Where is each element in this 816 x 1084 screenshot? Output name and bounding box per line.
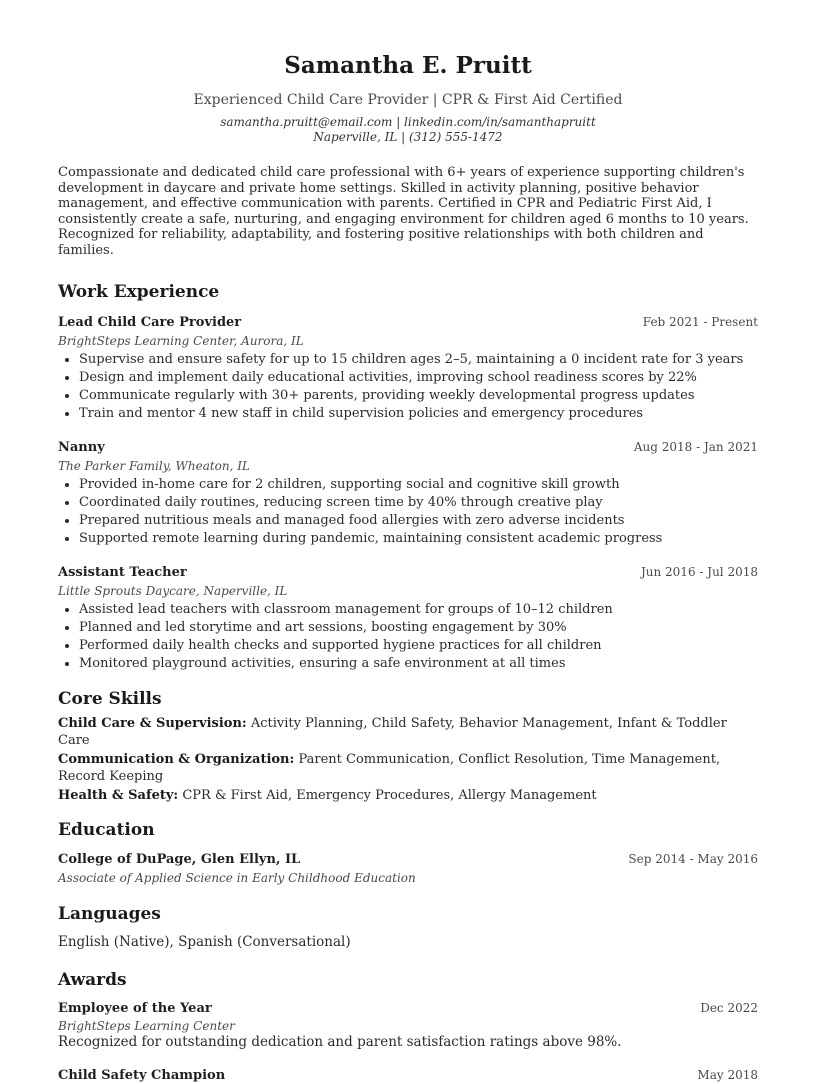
skill-line: [58, 787, 758, 804]
award-name: Employee of the Year: [58, 1001, 212, 1016]
languages-list: English (Native), Spanish (Conversational): [58, 934, 351, 950]
bullet-item: • Monitored playground activities, ensuring a safe environment at all times: [79, 655, 758, 673]
bullet-item: • Provided in-home care for 2 children, supporting social and cognitive skill growth: [79, 476, 758, 494]
bullet-item: • Supported remote learning during pandemic, maintaining consistent academic progress: [79, 530, 758, 548]
job-entry: [58, 439, 758, 548]
resume-header: [58, 0, 758, 145]
languages-section: [58, 903, 758, 951]
job-dates: Jun 2016 - Jul 2018: [640, 565, 758, 579]
bullet-item: • Communicate regularly with 30+ parents, providing weekly developmental progress updates: [79, 387, 758, 405]
skill-category: Communication & Organization:: [58, 752, 295, 767]
section-title-languages: Languages: [58, 904, 161, 924]
award-organization: BrightSteps Learning Center: [58, 1019, 235, 1033]
job-entry: [58, 564, 758, 673]
bullet-item: • Coordinated daily routines, reducing screen time by 40% through creative play: [79, 494, 758, 512]
section-title-skills: Core Skills: [58, 689, 162, 709]
award-date: May 2018: [697, 1068, 758, 1082]
education-section: [58, 819, 758, 886]
job-organization: The Parker Family, Wheaton, IL: [58, 459, 250, 473]
candidate-name: Samantha E. Pruitt: [284, 52, 532, 79]
education-dates: Sep 2014 - May 2016: [628, 852, 758, 866]
job-bullets: [58, 476, 758, 548]
skill-values: CPR & First Aid, Emergency Procedures, Allergy Management: [182, 788, 597, 803]
section-title-work: Work Experience: [58, 282, 220, 302]
professional-summary: Compassionate and dedicated child care professional with 6+ years of experience supporting children's development in daycare and private home settings. Skilled in activity planning, positive behavior management, and effective communication with parents. Certified in CPR and Pediatric First Aid, I consistently create a safe, nurturing, and engaging environment for children aged 6 months to 10 years. Recognized for reliability, adaptability, and fostering positive relationships with both children and families.: [58, 165, 749, 258]
core-skills-section: [58, 688, 758, 804]
bullet-item: • Assisted lead teachers with classroom management for groups of 10–12 children: [79, 601, 758, 619]
job-bullets: [58, 351, 758, 423]
bullet-item: • Planned and led storytime and art sessions, boosting engagement by 30%: [79, 619, 758, 637]
job-title: Assistant Teacher: [58, 565, 187, 580]
skill-values: Activity Planning, Child Safety, Behavior Management, Infant & Toddler Care: [58, 716, 727, 748]
award-name: Child Safety Champion: [58, 1068, 226, 1083]
award-date: Dec 2022: [700, 1001, 758, 1015]
job-title: Nanny: [58, 440, 105, 455]
bullet-item: • Supervise and ensure safety for up to 15 children ages 2–5, maintaining a 0 incident rate for 3 years: [79, 351, 758, 369]
award-entry: [58, 1000, 758, 1051]
candidate-tagline: Experienced Child Care Provider | CPR & First Aid Certified: [193, 92, 623, 108]
bullet-item: • Performed daily health checks and supported hygiene practices for all children: [79, 637, 758, 655]
award-entry: [58, 1067, 758, 1084]
skill-category: Health & Safety:: [58, 788, 179, 803]
job-entry: [58, 314, 758, 423]
school-name: College of DuPage, Glen Ellyn, IL: [58, 852, 301, 867]
contact-line-location-phone: Naperville, IL | (312) 555-1472: [313, 130, 503, 144]
job-organization: Little Sprouts Daycare, Naperville, IL: [58, 584, 288, 598]
job-dates: Aug 2018 - Jan 2021: [633, 440, 758, 454]
section-title-awards: Awards: [58, 970, 127, 990]
contact-line-email-linkedin: samantha.pruitt@email.com | linkedin.com/in/samanthapruitt: [220, 115, 596, 129]
job-bullets: [58, 601, 758, 673]
skill-category: Child Care & Supervision:: [58, 716, 247, 731]
skill-line: [58, 751, 758, 785]
skill-line: [58, 715, 758, 749]
job-dates: Feb 2021 - Present: [642, 315, 758, 329]
bullet-item: • Design and implement daily educational activities, improving school readiness scores by 22%: [79, 369, 758, 387]
bullet-item: • Train and mentor 4 new staff in child supervision policies and emergency procedures: [79, 405, 758, 423]
award-description: Recognized for outstanding dedication and parent satisfaction ratings above 98%.: [58, 1034, 622, 1050]
degree-name: Associate of Applied Science in Early Childhood Education: [58, 871, 416, 885]
job-organization: BrightSteps Learning Center, Aurora, IL: [58, 334, 304, 348]
work-experience-section: [58, 281, 758, 673]
awards-section: [58, 969, 758, 1084]
job-title: Lead Child Care Provider: [58, 315, 242, 330]
skill-values: Parent Communication, Conflict Resolution, Time Management, Record Keeping: [58, 752, 721, 784]
section-title-education: Education: [58, 820, 155, 840]
bullet-item: • Prepared nutritious meals and managed food allergies with zero adverse incidents: [79, 512, 758, 530]
